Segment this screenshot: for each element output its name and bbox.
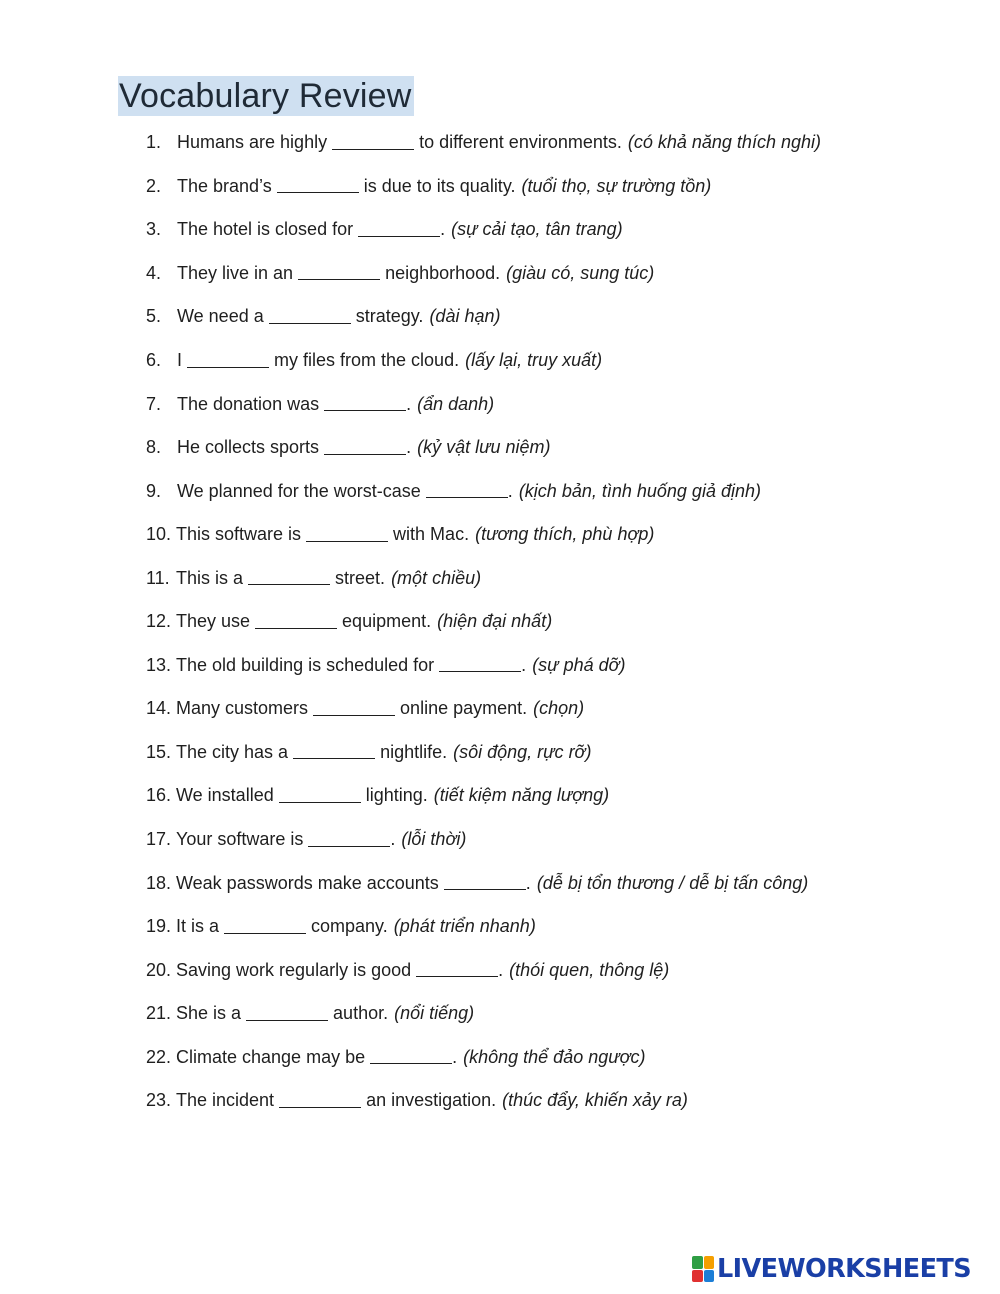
answer-blank[interactable]	[298, 278, 380, 280]
list-item	[146, 992, 946, 1036]
item-number: 18.	[146, 872, 172, 893]
sentence-end: equipment.	[342, 611, 432, 632]
logo-square	[704, 1270, 715, 1283]
item-number: 15.	[146, 741, 172, 762]
vietnamese-hint: (nổi tiếng)	[394, 1003, 475, 1024]
answer-blank[interactable]	[248, 583, 330, 585]
vietnamese-hint: (không thể đảo ngược)	[463, 1046, 646, 1067]
vietnamese-hint: (lấy lại, truy xuất)	[465, 350, 603, 370]
sentence-start: The donation was	[177, 393, 320, 414]
answer-blank[interactable]	[313, 714, 395, 716]
item-number: 1.	[146, 132, 162, 153]
answer-blank[interactable]	[255, 627, 337, 629]
vietnamese-hint: (giàu có, sung túc)	[506, 262, 655, 283]
vietnamese-hint: (có khả năng thích nghi)	[627, 132, 821, 153]
sentence-start: The brand’s	[177, 175, 272, 196]
vietnamese-hint: (dài hạn)	[429, 306, 501, 327]
sentence-end: .	[521, 654, 527, 675]
list-item	[146, 1079, 946, 1123]
sentence-start: They live in an	[177, 262, 294, 283]
logo-square	[692, 1270, 703, 1283]
vietnamese-hint: (sự phá dỡ)	[532, 654, 626, 675]
answer-blank[interactable]	[277, 191, 359, 193]
sentence-end: to different environments.	[419, 132, 622, 153]
answer-blank[interactable]	[306, 540, 388, 542]
item-number: 23.	[146, 1090, 172, 1111]
vietnamese-hint: (lỗi thời)	[401, 829, 467, 850]
sentence-start: This is a	[176, 567, 244, 588]
list-item	[146, 818, 946, 862]
vietnamese-hint: (thúc đẩy, khiến xảy ra)	[502, 1090, 688, 1111]
answer-blank[interactable]	[269, 322, 351, 324]
vietnamese-hint: (tương thích, phù hợp)	[475, 524, 655, 545]
vietnamese-hint: (phát triển nhanh)	[393, 916, 536, 937]
sentence-start: Many customers	[176, 698, 309, 719]
vietnamese-hint: (sự cải tạo, tân trang)	[451, 219, 623, 240]
logo-square	[692, 1256, 703, 1269]
sentence-start: We planned for the worst-case	[177, 480, 421, 501]
sentence-start: She is a	[176, 1003, 242, 1024]
sentence-end: online payment.	[400, 698, 528, 719]
answer-blank[interactable]	[324, 409, 406, 411]
sentence-end: .	[406, 393, 412, 414]
vietnamese-hint: (ẩn danh)	[417, 393, 495, 414]
sentence-start: The hotel is closed for	[177, 219, 354, 240]
item-number: 12.	[146, 611, 172, 632]
list-item	[146, 644, 946, 688]
sentence-start: This software is	[176, 524, 302, 545]
answer-blank[interactable]	[279, 801, 361, 803]
sentence-end: .	[390, 829, 396, 850]
sentence-end: neighborhood.	[385, 262, 501, 283]
vietnamese-hint: (sôi động, rực rỡ)	[453, 741, 592, 762]
sentence-start: I	[177, 350, 183, 370]
vietnamese-hint: (một chiều)	[391, 567, 482, 588]
sentence-start: Climate change may be	[176, 1046, 366, 1067]
sentence-end: strategy.	[355, 306, 424, 327]
answer-blank[interactable]	[416, 975, 498, 977]
sentence-end: .	[440, 219, 446, 240]
sentence-start: We need a	[177, 306, 264, 327]
item-number: 13.	[146, 654, 172, 675]
list-item	[146, 165, 946, 209]
vietnamese-hint: (kịch bản, tình huống giả định)	[518, 480, 761, 501]
list-item	[146, 556, 946, 600]
item-number: 19.	[146, 916, 172, 937]
sentence-end: an investigation.	[366, 1090, 497, 1111]
item-number: 21.	[146, 1003, 172, 1024]
answer-blank[interactable]	[308, 845, 390, 847]
list-item	[146, 208, 946, 252]
sentence-start: We installed	[176, 785, 274, 806]
liveworksheets-logo	[692, 1254, 971, 1284]
sentence-start: It is a	[176, 916, 220, 937]
sentence-end: author.	[333, 1003, 389, 1024]
item-number: 10.	[146, 524, 172, 545]
item-number: 5.	[146, 306, 162, 327]
sentence-start: Saving work regularly is good	[176, 959, 412, 980]
sentence-end: street.	[335, 567, 386, 588]
sentence-end: .	[406, 437, 412, 458]
list-item	[146, 774, 946, 818]
list-item	[146, 905, 946, 949]
vietnamese-hint: (dễ bị tổn thương / dễ bị tấn công)	[536, 872, 809, 893]
sentence-start: The incident	[176, 1090, 275, 1111]
item-number: 17.	[146, 829, 172, 850]
page-title: Vocabulary Review	[119, 77, 412, 115]
sentence-start: The city has a	[176, 741, 289, 762]
list-item	[146, 1035, 946, 1079]
answer-blank[interactable]	[358, 235, 440, 237]
liveworksheets-logo-icon	[692, 1256, 714, 1282]
answer-blank[interactable]	[444, 888, 526, 890]
list-item	[146, 252, 946, 296]
list-item	[146, 948, 946, 992]
item-number: 14.	[146, 698, 172, 719]
item-number: 20.	[146, 959, 172, 980]
sentence-start: Weak passwords make accounts	[176, 872, 439, 893]
item-number: 8.	[146, 437, 162, 458]
answer-blank[interactable]	[370, 1062, 452, 1064]
answer-blank[interactable]	[332, 148, 414, 150]
answer-blank[interactable]	[324, 453, 406, 455]
sentence-end: my files from the cloud.	[274, 350, 460, 370]
list-item	[146, 426, 946, 470]
list-item	[146, 600, 946, 644]
list-item	[146, 861, 946, 905]
vietnamese-hint: (chọn)	[533, 698, 585, 719]
sentence-end: .	[525, 872, 531, 893]
logo-text: LIVEWORKSHEETS	[717, 1254, 971, 1284]
list-item	[146, 382, 946, 426]
sentence-start: Your software is	[176, 829, 304, 850]
answer-blank[interactable]	[224, 932, 306, 934]
sentence-end: .	[507, 480, 513, 501]
vietnamese-hint: (kỷ vật lưu niệm)	[417, 437, 551, 458]
list-item	[146, 731, 946, 775]
sentence-start: The old building is scheduled for	[176, 654, 435, 675]
item-number: 22.	[146, 1046, 172, 1067]
item-number: 6.	[146, 350, 162, 370]
sentence-end: with Mac.	[393, 524, 470, 545]
sentence-end: nightlife.	[380, 741, 448, 762]
item-number: 3.	[146, 219, 162, 240]
sentence-end: company.	[311, 916, 388, 937]
list-item	[146, 339, 946, 383]
vietnamese-hint: (hiện đại nhất)	[437, 611, 553, 632]
answer-blank[interactable]	[279, 1106, 361, 1108]
list-item	[146, 121, 946, 165]
item-number: 9.	[146, 480, 162, 501]
vocabulary-list	[146, 121, 946, 1123]
item-number: 11.	[146, 567, 170, 588]
vietnamese-hint: (tiết kiệm năng lượng)	[433, 785, 610, 806]
sentence-start: They use	[176, 611, 251, 632]
sentence-end: is due to its quality.	[363, 175, 516, 196]
item-number: 7.	[146, 393, 162, 414]
sentence-end: .	[498, 959, 504, 980]
sentence-start: Humans are highly	[177, 132, 328, 153]
list-item	[146, 469, 946, 513]
answer-blank[interactable]	[246, 1019, 328, 1021]
list-item	[146, 513, 946, 557]
sentence-end: lighting.	[365, 785, 428, 806]
sentence-start: He collects sports	[177, 437, 320, 458]
item-number: 4.	[146, 262, 162, 283]
answer-blank[interactable]	[293, 757, 375, 759]
item-number: 2.	[146, 175, 162, 196]
logo-square	[704, 1256, 715, 1269]
vietnamese-hint: (tuổi thọ, sự trường tồn)	[521, 175, 712, 196]
sentence-end: .	[452, 1046, 458, 1067]
list-item	[146, 295, 946, 339]
item-number: 16.	[146, 785, 172, 806]
answer-blank[interactable]	[439, 670, 521, 672]
answer-blank[interactable]	[187, 366, 269, 368]
answer-blank[interactable]	[426, 496, 508, 498]
vietnamese-hint: (thói quen, thông lệ)	[509, 959, 670, 980]
list-item	[146, 687, 946, 731]
